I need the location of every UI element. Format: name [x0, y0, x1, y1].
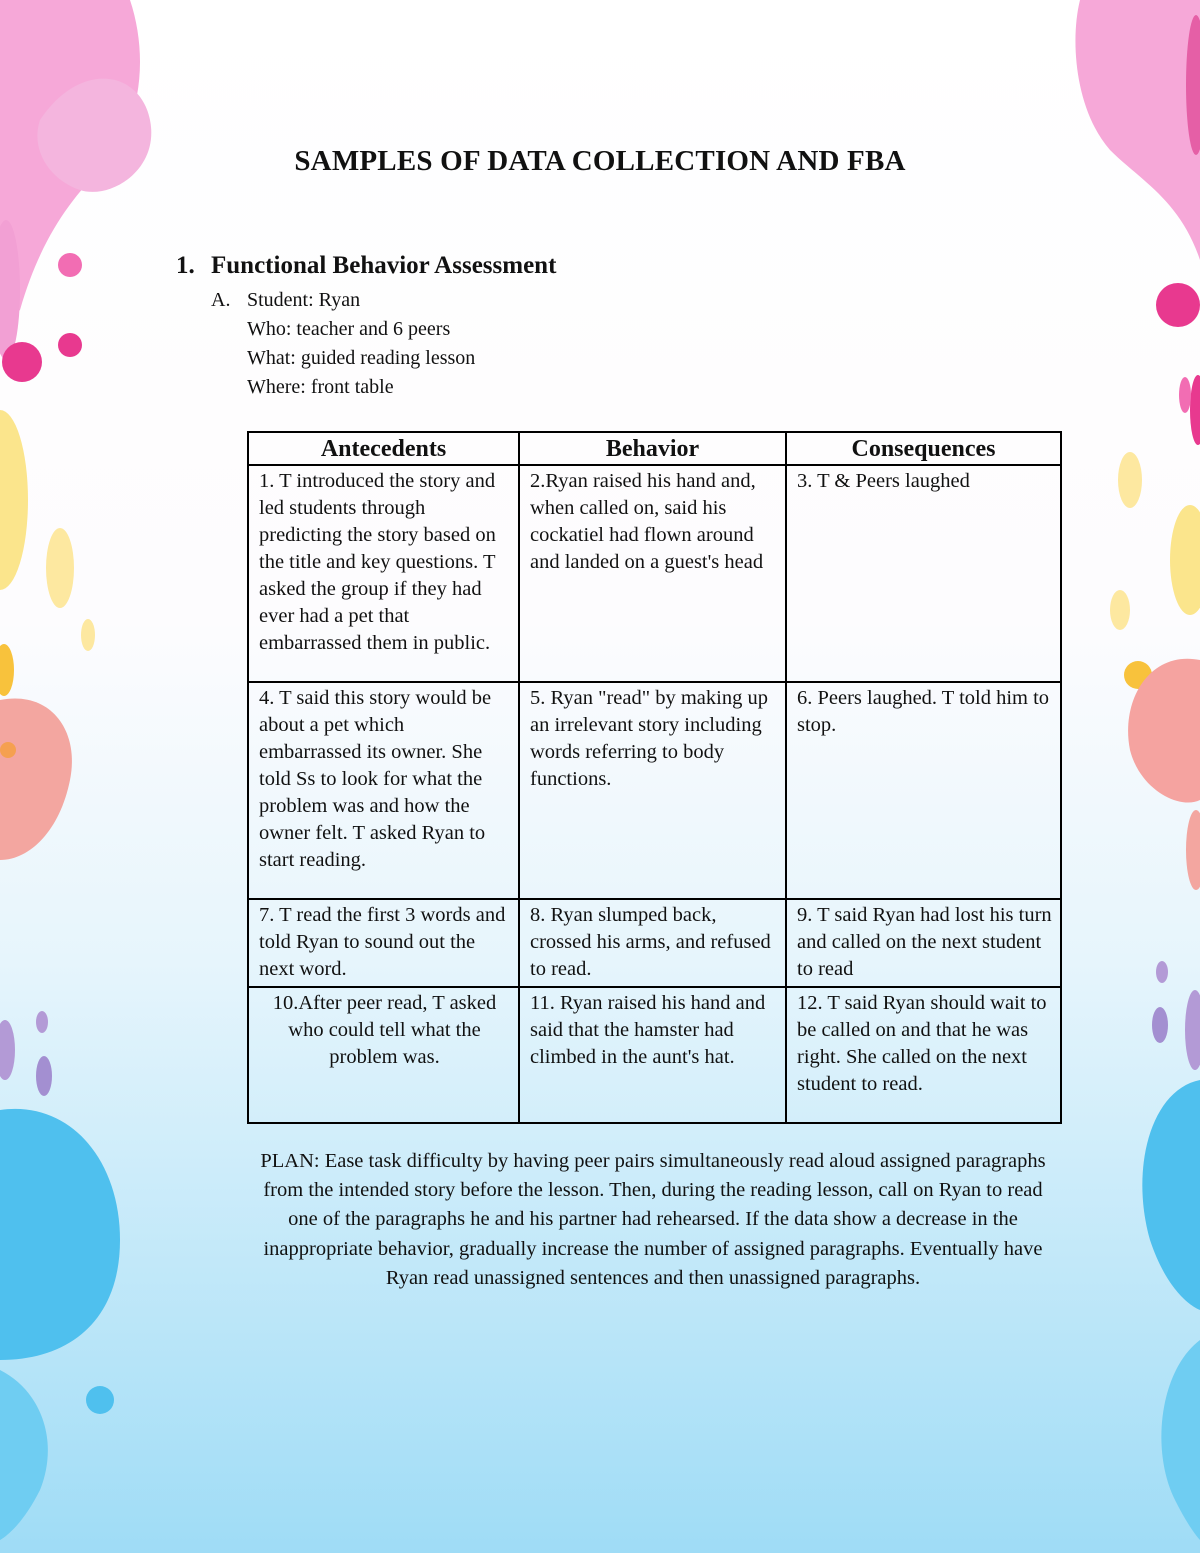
antecedent-cell: 7. T read the first 3 words and told Ryan to sound out the next word.: [248, 899, 519, 987]
blue-blob-right: [1142, 1080, 1200, 1310]
table-row: [248, 682, 1061, 899]
table-row: [248, 899, 1061, 987]
yellow-blob-right: [1118, 452, 1142, 508]
table-header-row: [248, 432, 1061, 465]
blue-blob-left: [0, 1109, 120, 1360]
info-letter: [211, 344, 247, 373]
pink-swirl-right: [1075, 0, 1200, 260]
pink-oval-left: [0, 220, 20, 360]
info-where: Where: front table: [247, 376, 394, 398]
behavior-cell: 5. Ryan "read" by making up an irrelevant story including words referring to body functions.: [519, 682, 786, 899]
info-letter: A.: [211, 289, 231, 311]
consequence-cell: 9. T said Ryan had lost his turn and called on the next student to read: [786, 899, 1061, 987]
abc-table: [247, 431, 1062, 1124]
info-row: [211, 286, 475, 315]
header-behavior: Behavior: [519, 432, 786, 465]
magenta-dot-right: [1156, 283, 1200, 327]
yellow-blob-left: [0, 410, 28, 590]
info-who: Who: teacher and 6 peers: [247, 318, 451, 340]
magenta-dot-left: [2, 342, 42, 382]
info-student: Student: Ryan: [247, 289, 361, 311]
header-antecedents: Antecedents: [248, 432, 519, 465]
info-row: [211, 373, 475, 402]
info-row: [211, 344, 475, 373]
purple-dot-right: [1156, 961, 1168, 983]
table-row: [248, 987, 1061, 1123]
behavior-cell: 2.Ryan raised his hand and, when called on, said his cockatiel had flown around and landed on a guest's head: [519, 465, 786, 682]
antecedent-cell: 1. T introduced the story and led students through predicting the story based on the title and key questions. T asked the group if they had ever had a pet that embarrassed them in public.: [248, 465, 519, 682]
behavior-cell: 8. Ryan slumped back, crossed his arms, and refused to read.: [519, 899, 786, 987]
antecedent-cell: 10.After peer read, T asked who could tell what the problem was.: [248, 987, 519, 1123]
plan-paragraph: PLAN: Ease task difficulty by having peer pairs simultaneously read aloud assigned paragraphs from the intended story before the lesson. Then, during the reading lesson, call on Ryan to read one of the paragraphs he and his partner had rehearsed. If the data show a decrease in the inappropriate behavior, gradually increase the number of assigned paragraphs. Eventually have Ryan read unassigned sentences and then unassigned paragraphs.: [260, 1150, 1046, 1289]
purple-dot-left: [36, 1011, 48, 1033]
section-number: 1.: [176, 252, 195, 279]
page-title: SAMPLES OF DATA COLLECTION AND FBA: [294, 145, 906, 177]
table-row: [248, 465, 1061, 682]
info-what: What: guided reading lesson: [247, 347, 476, 369]
orange-swirl-right: [1128, 659, 1200, 803]
section-heading-text: Functional Behavior Assessment: [211, 252, 557, 279]
consequence-cell: 12. T said Ryan should wait to be called on and that he was right. She called on the next student to read.: [786, 987, 1061, 1123]
behavior-cell: 11. Ryan raised his hand and said that the hamster had climbed in the aunt's hat.: [519, 987, 786, 1123]
consequence-cell: 6. Peers laughed. T told him to stop.: [786, 682, 1061, 899]
info-letter: [211, 373, 247, 402]
student-info: [211, 286, 475, 402]
orange-swirl-left: [0, 698, 72, 860]
section-heading: [176, 252, 556, 280]
info-row: [211, 315, 475, 344]
antecedent-cell: 4. T said this story would be about a pet which embarrassed its owner. She told Ss to look for what the problem was and how the owner felt. T asked Ryan to start reading.: [248, 682, 519, 899]
header-consequences: Consequences: [786, 432, 1061, 465]
consequence-cell: 3. T & Peers laughed: [786, 465, 1061, 682]
info-letter: [211, 315, 247, 344]
